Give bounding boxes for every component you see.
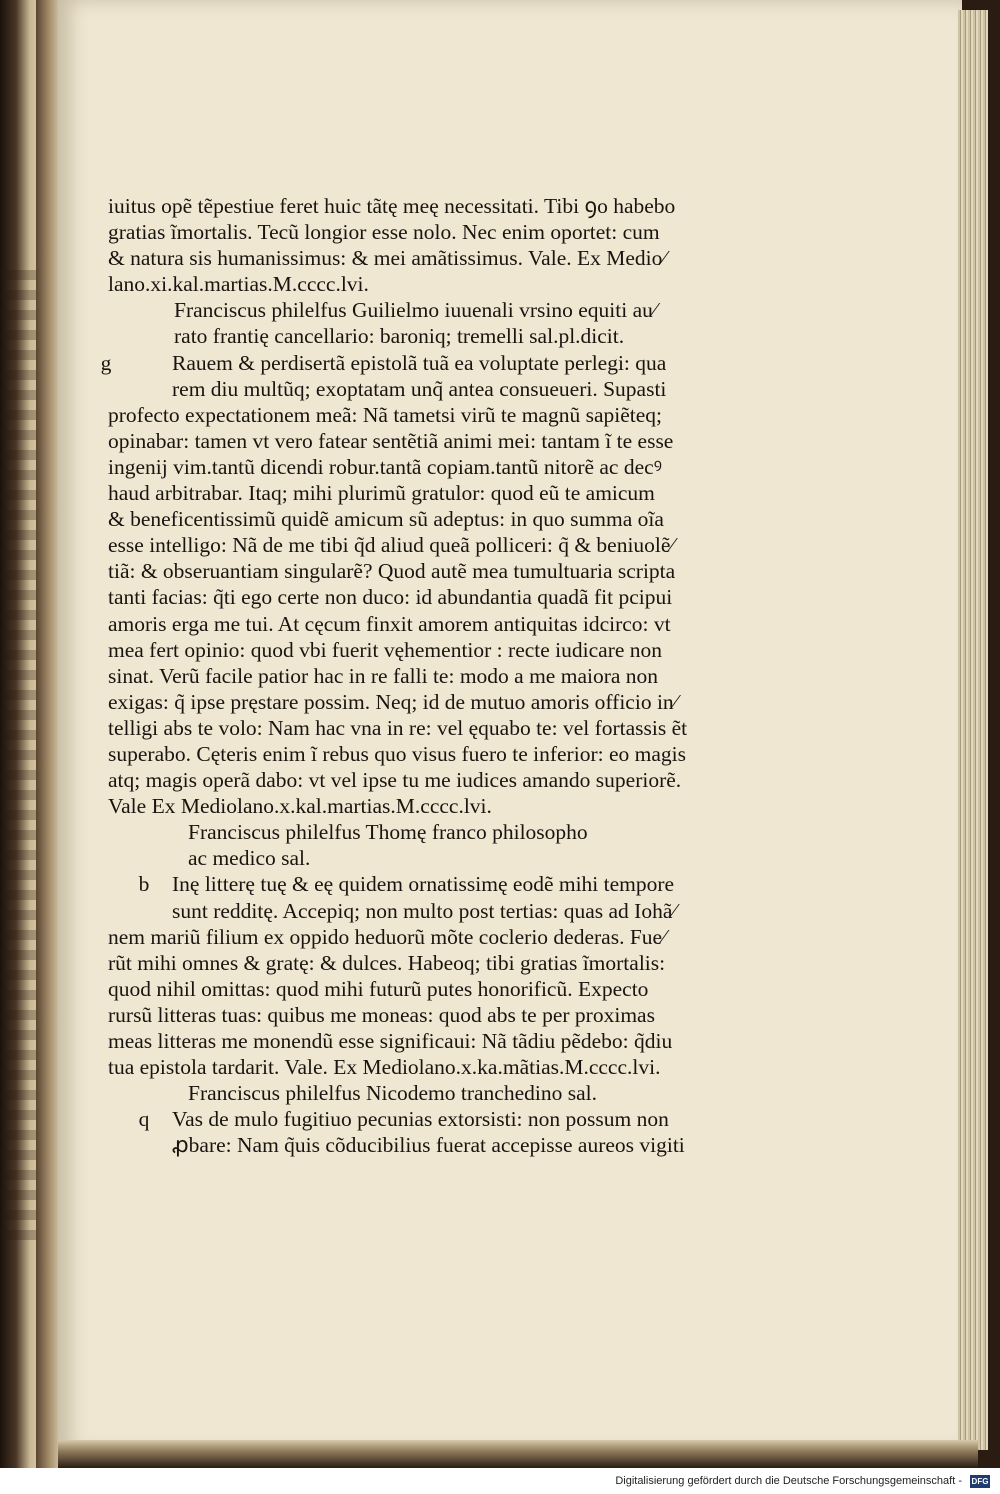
text-line: profecto expectationem meã: Nã tametsi virũ te magnũ sapiẽteq; [108, 402, 663, 427]
page-edges [958, 10, 988, 1450]
footer-bar [0, 1468, 1000, 1494]
text-line: opinabar: tamen vt vero fatear sentẽtiã animi mei: tantam ĩ te esse [108, 428, 674, 453]
guide-letter: g [100, 350, 112, 375]
text-line: haud arbitrabar. Itaq; mihi plurimũ gratulor: quod eũ te amicum [108, 481, 655, 506]
text-line: superabo. Cęteris enim ĩ rebus quo visus fuero te inferior: eo magis [108, 741, 686, 766]
text-line: Rauem & perdisertã epistolã tuã ea voluptate perlegi: qua [172, 350, 667, 375]
text-line: nem mariũ filium ex oppido heduorũ mõte coclerio dederas. Fue⁄ [108, 924, 666, 949]
text-line: & natura sis humanissimus: & mei amãtissimus. Vale. Ex Medio⁄ [108, 246, 666, 271]
text-line: Inę litterę tuę & eę quidem ornatissimę eodẽ mihi tempore [172, 872, 675, 897]
text-line: ingenij vim.tantũ dicendi robur.tantã copiam.tantũ nitorẽ ac decꝰ [108, 454, 662, 479]
text-line: tua epistola tardarit. Vale. Ex Mediolano.x.ka.mãtias.M.cccc.lvi. [108, 1055, 661, 1080]
letter-heading: Franciscus philelfus Thomę franco philosopho [188, 820, 588, 845]
text-line: mea fert opinio: quod vbi fuerit vęhementior : recte iudicare non [108, 637, 663, 662]
letter-guilielmo [100, 297, 708, 819]
text-line: Vale Ex Mediolano.x.kal.martias.M.cccc.lvi. [108, 794, 492, 819]
text-line: gratias ĩmortalis. Tecũ longior esse nolo. Nec enim oportet: cum [108, 220, 660, 245]
text-line: lano.xi.kal.martias.M.cccc.lvi. [108, 272, 369, 297]
text-line: exigas: q̃ ipse pręstare possim. Neq; id de mutuo amoris officio in⁄ [108, 689, 678, 714]
letter-heading: rato frantię cancellario: baroniq; tremelli sal.pl.dicit. [174, 324, 625, 349]
page-bottom-edge [58, 1440, 978, 1468]
text-line: tanti facias: q̃ti ego certe non duco: id abundantia quadã fit pcipui [108, 585, 673, 610]
text-line: & beneficentissimũ quidẽ amicum sũ adeptus: in quo summa oĩa [108, 507, 664, 532]
letter-heading: Franciscus philelfus Guilielmo iuuenali vrsino equiti au⁄ [174, 298, 657, 323]
incunable-text [100, 193, 708, 1158]
text-line: meas litteras me monendũ esse significaui: Nã tãdiu pẽdebo: q̃diu [108, 1029, 673, 1053]
text-line: Vas de mulo fugitiuo pecunias extorsisti: non possum non [172, 1107, 669, 1132]
guide-letter: q [138, 1107, 150, 1132]
text-line: rem diu multũq; exoptatam unq̃ antea consueueri. Supasti [172, 376, 667, 401]
text-line: telligi abs te volo: Nam hac vna in re: vel ęquabo te: vel fortassis ẽt [108, 715, 688, 740]
text-line: atq; magis operã dabo: vt vel ipse tu me iudices amando superiorẽ. [108, 768, 682, 793]
text-line: quod nihil omittas: quod mihi futurũ putes honorificũ. Expecto [108, 976, 649, 1001]
text-line: tiã: & obseruantiam singularẽ? Quod autẽ mea tumultuaria scripta [108, 559, 676, 584]
letter-heading: ac medico sal. [188, 846, 311, 871]
letter-continuation [108, 193, 708, 297]
text-line: sinat. Verũ facile patior hac in re falli te: modo a me maiora non [108, 663, 659, 688]
dfg-logo: DFG [971, 1476, 989, 1486]
letter-heading: Franciscus philelfus Nicodemo tranchedino sal. [188, 1081, 597, 1106]
letter-nicodemo [108, 1080, 708, 1158]
text-line: esse intelligo: Nã de me tibi q̃d aliud queã polliceri: q̃ & beniuolẽ⁄ [108, 533, 675, 558]
text-line: sunt redditę. Accepiq; non multo post tertias: quas ad Iohã⁄ [172, 898, 676, 923]
funding-notice: Digitalisierung gefördert durch die Deutsche Forschungsgemeinschaft - [615, 1475, 962, 1487]
text-line: rursũ litteras tuas: quibus me moneas: quod abs te per proximas [108, 1002, 655, 1027]
guide-letter: b [138, 872, 150, 897]
text-line: iuitus opẽ tẽpestiue feret huic tãtę meę necessitati. Tibi ꝯo habebo [108, 194, 676, 218]
text-line: amoris erga me tui. At cęcum finxit amorem antiquitas idcirco: vt [108, 611, 671, 636]
text-line: ꝓbare: Nam q̃uis cõducibilius fuerat accepisse aureos vigiti [172, 1133, 685, 1158]
left-page-bleed-text [2, 270, 36, 1250]
letter-thomas [108, 819, 708, 1080]
text-line: rũt mihi omnes & gratę: & dulces. Habeoq; tibi gratias ĩmortalis: [108, 950, 666, 975]
